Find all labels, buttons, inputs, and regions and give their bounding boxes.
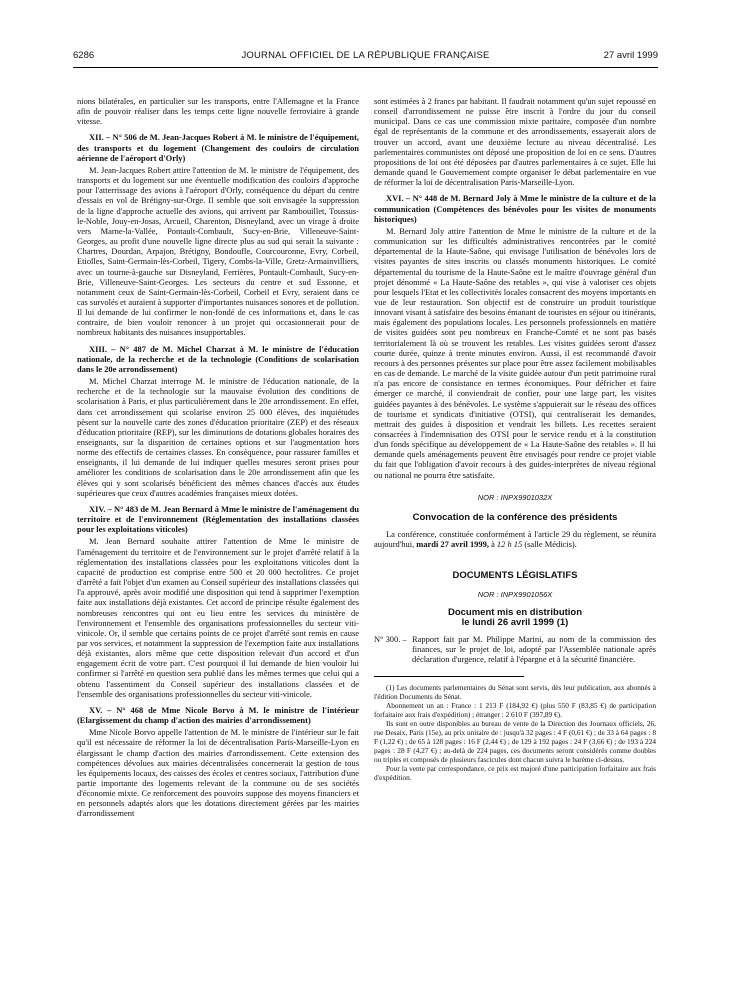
page-header (73, 50, 658, 66)
footnote-4: Pour la vente par correspondance, ce prix est majoré d'une participation forfaitaire aux frais d'expédition. (374, 763, 656, 782)
convocation-body: La conférence, constituée conformément à l'article 29 du règlement, se réunira aujourd'hui, mardi 27 avril 1999, à 12 h 15 (salle Médicis). (374, 529, 656, 550)
question-468-body: Mme Nicole Borvo appelle l'attention de M. le ministre de l'intérieur sur le fait qu'il est nécessaire de réformer la loi de décentralisation Paris-Marseille-Lyon en élargissant le champ d'action des mairies d'arrondissement. Cette extension des compétences dévolues aux mairies décentralisées concernerait la gestion de tous les équipements locaux, des caisses des écoles et centres sociaux, l'attribution d'une partie importante des logements relevant de la commune ou de ses sociétés d'économie mixte. Ce renforcement des pouvoirs suppose des moyens financiers et en personnels adaptés alors que les dotations directement gérées par les mairies d'arrondissement (77, 727, 359, 819)
journal-title: JOURNAL OFFICIEL DE LA RÉPUBLIQUE FRANÇAISE (241, 50, 490, 61)
question-483-body: M. Jean Bernard souhaite attirer l'attention de Mme le ministre de l'aménagement du territoire et de l'environnement sur le projet d'arrêté relatif à la réglementation des installations classées pour les exploitations viticoles dont la capacité de production est comprise entre 500 et 20 000 hectolitres. Ce projet d'arrêté a fait l'objet d'un examen au Conseil supérieur des installations classées qui l'a approuvé, après avoir modifié une disposition qui tend à supprimer l'exemption faite aux installations déjà existantes. Cet accord de principe résulte également des nombreuses rencontres qui ont eu lieu entre les services du ministère de l'environnement et l'ensemble des organisations professionnelles du secteur viti-vinicole. Or, il semble que certains points de ce projet d'arrêté sont remis en cause par vos services, et notamment la suppression de l'exemption faite aux installations déjà existantes, alors même que cette disposition relevait d'un accord et d'un engagement écrit de votre part. C'est pourquoi il lui demande de bien vouloir lui confirmer si l'arrêté en question sera publié dans les mêmes termes que celui qui a obtenu l'assentiment du Conseil supérieur des installations classées et de l'ensemble des organisations professionnelles du secteur viti-vinicole. (77, 536, 359, 699)
left-column (77, 96, 359, 819)
question-487-title: XIII. – N° 487 de M. Michel Charzat à M. le ministre de l'éducation nationale, de la recherche et de la technologie (Conditions de scolarisation dans le 20e arrondissement) (77, 343, 359, 374)
header-rule (73, 67, 658, 68)
continuation-paragraph: sont estimées à 2 francs par habitant. Il faudrait notamment qu'un sujet repoussé en conseil d'arrondissement ne puisse être inscrit à l'ordre du jour du conseil municipal. Dans ce cas une commission mixte paritaire, composée d'un nombre égal de représentants de la commune et des arrondissements, essayerait alors de trouver un accord, avant une deuxième lecture au niveau décentralisé. Les parlementaires communistes ont déposé une proposition de loi en ce sens. D'autres propositions de loi ont été déposées par d'autres parlementaires à ce sujet. Elle lui demande quand le Gouvernement compte organiser le débat parlementaire en vue de réformer la loi de décentralisation Paris-Marseille-Lyon. (374, 96, 656, 188)
question-487-body: M. Michel Charzat interroge M. le ministre de l'éducation nationale, de la recherche et de la technologie sur la mauvaise évolution des conditions de scolarisation à Paris, et plus particulièrement dans le 20e arrondissement. En effet, dans cet arrondissement qui scolarise environ 25 000 élèves, des inquiétudes pèsent sur la nouvelle carte des zones d'éducation prioritaire (ZEP) et des réseaux d'éducation prioritaire (REP), sur les diminutions de dotations globales horaires des enseignants, sur la disparition de certaines options et sur l'augmentation hors norme des effectifs de certaines classes. En conséquence, pour rassurer familles et enseignants, il lui demande de lui indiquer quelles mesures seront prises pour améliorer les conditions de scolarisation dans le 20e arrondissement afin que les élèves qui y sont scolarisés bénéficient des mêmes chances d'accès aux études supérieures que ceux d'autres académies françaises mieux dotées. (77, 376, 360, 498)
right-column (374, 96, 656, 782)
documents-legislatifs-title: DOCUMENTS LÉGISLATIFS (452, 570, 578, 582)
issue-date: 27 avril 1999 (603, 50, 658, 61)
convocation-title: Convocation de la conférence des présidents (412, 511, 618, 523)
nor-reference-2: NOR : INPX9901056X (477, 589, 553, 599)
document-item-300: N° 300. – Rapport fait par M. Philippe Marini, au nom de la commission des finances, sur le projet de loi, adopté par l'Assemblée nationale après déclaration d'urgence, relatif à l'épargne et à la sécurité financière. (374, 634, 656, 665)
distribution-heading-1: Document mis en distribution (447, 606, 583, 618)
question-483-title: XIV. – N° 483 de M. Jean Bernard à Mme le ministre de l'aménagement du territoire et de l'environnement (Réglementation des installations classées pour les exploitations viticoles) (77, 503, 359, 535)
footnote-2: Abonnement un an : France : 1 213 F (184,92 €) (plus 550 F (83,85 €) de participation forfaitaire aux frais d'expédition) ; étranger : 2 610 F (397,89 €). (374, 700, 656, 719)
question-468-title: XV. – N° 468 de Mme Nicole Borvo à M. le ministre de l'intérieur (Elargissement du champ d'action des mairies d'arrondissement) (77, 704, 359, 726)
page-number: 6286 (73, 50, 95, 61)
footnote-rule (374, 676, 524, 677)
intro-paragraph: nions bilatérales, en particulier sur les transports, entre l'Allemagne et la France afin de pouvoir réaliser dans les temps cette ligne nouvelle ferroviaire à grande vitesse. (77, 96, 359, 127)
question-448-body: M. Bernard Joly attire l'attention de Mme le ministre de la culture et de la communication sur les difficultés administratives rencontrées par le comité départemental de la Haute-Saône, qui envisage l'utilisation de bénévoles lors de visites payantes de sites inscrits ou classés monuments historiques. Le comité départemental du tourisme de la Haute-Saône est le maître d'ouvrage général d'un projet dénommé « La Haute-Saône des retables », qui vise à valoriser ces objets pour lesquels l'Etat et les collectivités locales consacrent des moyens importants en vue de leur restauration. Son objectif est de construire un produit touristique innovant visant à satisfaire des besoins émanant de touristes en séjour ou itinérants, mais également des populations locales. Les personnels professionnels en matière de visites guidées sont peu nombreux en Franche-Comté et ne sont pas basés territorialement là où se trouvent les retables. Les visites guidées seront d'assez courte durée, quinze à trente minutes environ. Aussi, il est recommandé d'avoir recours à des personnes présentes sur place pour être assez facilement mobilisables en cas de demande. Le marché de la visite guidée autour d'un petit patrimoine rural n'a pas encore de consistance en termes économiques. Pour défricher et faire émerger ce marché, il conviendrait de confier, pour une large part, les visites guidées payantes à des bénévoles. Le système s'appuierait sur le réseau des offices de tourisme et syndicats d'initiative (OTSI), qui centraliserait les demandes, mettrait des guides à disposition et vendrait les billets. Les recettes seraient consacrées à l'indemnisation des OTSI pour le service rendu et à la constitution d'un fonds spécifique au développement de « La Haute-Saône des retables ». Il lui demande quels aménagements peuvent être envisagés pour rendre ce projet viable du fait que l'obligation d'avoir recours à des guides-interprètes de niveau régional ou national ne pourra être satisfaite. (374, 225, 656, 480)
nor-reference-1: NOR : INPX9901032X (477, 492, 553, 502)
question-506-body: M. Jean-Jacques Robert attire l'attention de M. le ministre de l'équipement, des transports et du logement sur une éventuelle modification des couloirs d'approche pour l'atterrissage des avions à l'aéroport d'Orly, conséquence du départ du centre d'essais en vol de Brétigny-sur-Orge. Il semble que soit envisagée la suppression de la ligne d'approche actuelle des avions, qui arrivent par Rambouillet, Toussus-le-Noble, Jouy-en-Josas, Arcueil, Charenton, Disneyland, avec un virage à droite vers Marne-la-Vallée, Pontault-Combault, Sucy-en-Brie, Villeneuve-Saint-Georges, au profit d'une nouvelle ligne directe plus au sud qui serait la suivante : Chartres, Dourdan, Arpajon, Brétigny, Bondoufle, Courcouronne, Evry, Corbeil, Etiolles, Saint-Germain-lès-Corbeil, Tigery, Combs-la-Ville, Gretz-Armainvilliers, avec un tourne-à-gauche sur Disneyland, Ferrières, Pontault-Combault, Sucy-en-Brie, Villeneuve-Saint-Georges. Les secteurs du centre et sud Essonne, et notamment ceux de Saint-Germain-lès-Corbeil, Corbeil et Evry, seraient dans ce cas survolés et auraient à supporter d'importantes nuisances sonores et de pollution. Il lui demande de lui confirmer le non-fondé de ces informations et, dans le cas contraire, de bien vouloir renoncer à un projet qui occasionnerait pour de nombreux habitants des nuisances insupportables. (77, 164, 359, 338)
question-448-title: XVI. – N° 448 de M. Bernard Joly à Mme le ministre de la culture et de la communication (Compétences des bénévoles pour les visites de monuments historiques) (374, 193, 656, 224)
footnote (374, 683, 656, 782)
distribution-heading-2: le lundi 26 avril 1999 (1) (461, 616, 569, 628)
footnote-3: Ils sont en outre disponibles au bureau de vente de la Direction des Journaux officiels, 26, rue Desaix, Paris (15e), au prix unitaire de : jusqu'à 32 pages : 4 F (0,61 €) ; de 33 à 64 pages : 8 F (1,22 €) ; de 65 à 128 pages : 16 F (2,44 €) ; de 129 à 192 pages : 24 F (3,66 €) ; de 193 à 224 pages : 28 F (4,27 €) ; au-delà de 224 pages, ces documents seront considérés comme doubles ou triples et composés de plusieurs fascicules dont chacun suivra le barème ci-dessus. (374, 718, 656, 764)
footnote-1: (1) Les documents parlementaires du Sénat sont servis, dès leur publication, aux abonnés à l'édition Documents du Sénat. (374, 682, 656, 701)
question-506-title: XII. – N° 506 de M. Jean-Jacques Robert à M. le ministre de l'équipement, des transports et du logement (Changement des couloirs de circulation aérienne de l'aéroport d'Orly) (77, 132, 359, 163)
